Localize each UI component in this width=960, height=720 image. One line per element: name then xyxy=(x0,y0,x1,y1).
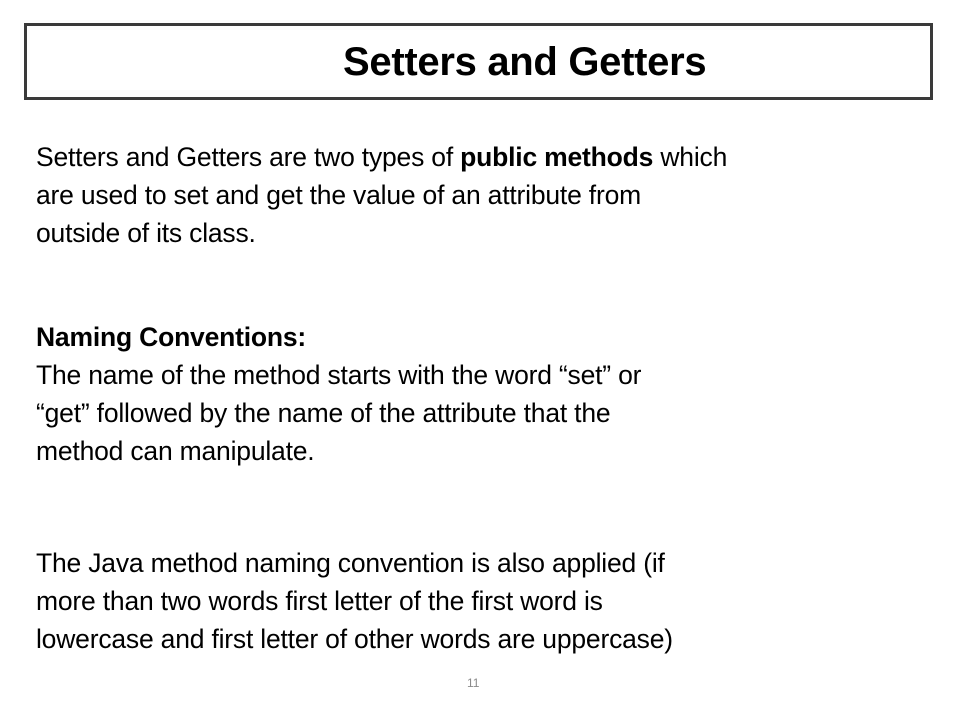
java-line-1: The Java method naming convention is also applied (if xyxy=(36,548,665,578)
java-convention-paragraph xyxy=(36,544,673,658)
intro-line-1-start: Setters and Getters are two types of xyxy=(36,142,461,172)
intro-line-2: are used to set and get the value of an attribute from xyxy=(36,180,641,210)
title-box xyxy=(24,23,933,100)
naming-line-2: “get” followed by the name of the attribute that the xyxy=(36,398,611,428)
intro-line-1 xyxy=(36,138,727,176)
naming-conventions-section xyxy=(36,318,641,470)
java-line-2: more than two words first letter of the first word is xyxy=(36,586,603,616)
naming-line-3: method can manipulate. xyxy=(36,436,315,466)
intro-paragraph xyxy=(36,138,727,252)
naming-conventions-heading: Naming Conventions: xyxy=(36,322,307,352)
public-methods-emphasis: public methods xyxy=(460,142,654,172)
intro-line-1-end: which xyxy=(653,142,728,172)
naming-line-1: The name of the method starts with the word “set” or xyxy=(36,360,642,390)
page-number: 11 xyxy=(467,676,480,690)
intro-line-3: outside of its class. xyxy=(36,218,256,248)
slide-title: Setters and Getters xyxy=(343,40,707,84)
java-line-3: lowercase and first letter of other words are uppercase) xyxy=(36,624,673,654)
